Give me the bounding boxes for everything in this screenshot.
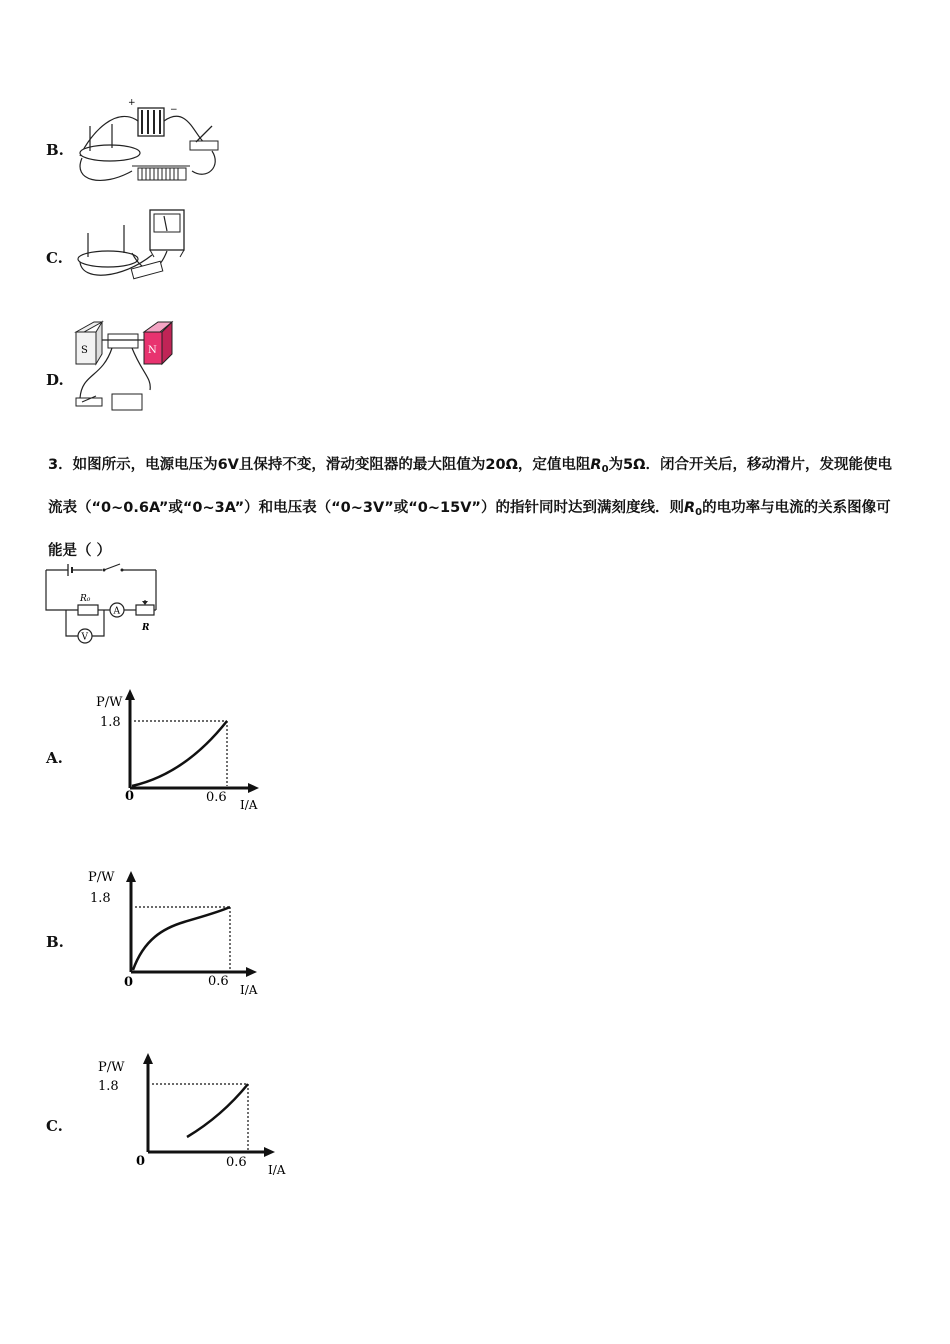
graph-b-origin: 0 [124, 975, 134, 990]
question-number: 3． [48, 457, 73, 473]
r0-label: R₀ [80, 594, 91, 604]
graph-a-origin: 0 [125, 789, 135, 804]
option-label-b-prev: B. [46, 141, 64, 159]
circuit-diagram [40, 558, 165, 650]
graph-a-y-axis-label: P/W [96, 695, 123, 710]
graph-b-x-tick: 0.6 [208, 974, 229, 989]
graph-b-x-axis-label: I/A [240, 983, 258, 997]
graph-option-c [92, 1050, 296, 1180]
graph-b-y-tick: 1.8 [90, 891, 111, 906]
option-label-c-prev: C. [46, 249, 63, 267]
option-label-c: C. [46, 1117, 63, 1135]
rheostat-label: R [142, 623, 150, 633]
r0-symbol-2: R [683, 500, 696, 516]
option-label-b: B. [46, 933, 64, 951]
graph-option-b [84, 864, 270, 998]
graph-a-x-arrow [248, 783, 259, 793]
magnetic-field-experiment-figure [72, 318, 182, 416]
graph-b-y-arrow [126, 871, 136, 882]
north-pole-label: N [148, 345, 157, 356]
svg-text:−: − [170, 105, 178, 115]
option-label-a: A. [46, 749, 63, 767]
r0-subscript-2: 0 [695, 507, 703, 518]
graph-c-y-axis-label: P/W [98, 1060, 125, 1075]
south-pole-label: S [81, 345, 88, 356]
svg-text:+: + [128, 98, 136, 108]
ammeter-label: A [113, 606, 120, 617]
graph-c-y-arrow [143, 1053, 153, 1064]
electromagnet-experiment-figure [72, 96, 227, 191]
graph-a-y-tick: 1.8 [100, 715, 121, 730]
graph-a-x-axis-label: I/A [240, 798, 258, 812]
graph-c-curve [187, 1084, 248, 1137]
question-text-part2: 为5Ω．闭合开关后，移动滑片，发现能使电流表（“0~0.6A”或“0~3A”）和电压表（“0~3V”或“0~15V”）的指针同时达到满刻度线．则 [48, 457, 892, 516]
graph-c-y-tick: 1.8 [98, 1079, 119, 1094]
r0-subscript: 0 [601, 464, 609, 475]
question-text-part3: 的电功率与电流的关系图像可能是（ ） [48, 500, 891, 559]
graph-b-curve [133, 907, 230, 970]
graph-c-x-arrow [264, 1147, 275, 1157]
graph-option-a [90, 686, 270, 814]
graph-a-y-arrow [125, 689, 135, 700]
option-label-d-prev: D. [46, 371, 64, 389]
r0-symbol: R [590, 457, 602, 473]
graph-c-x-axis-label: I/A [268, 1163, 286, 1177]
graph-b-y-axis-label: P/W [88, 870, 115, 885]
question-text-part1: 如图所示，电源电压为6V且保持不变，滑动变阻器的最大阻值为20Ω，定值电阻 [72, 457, 591, 473]
graph-b-x-arrow [246, 967, 257, 977]
graph-a-curve [132, 721, 227, 786]
graph-a-x-tick: 0.6 [206, 790, 227, 805]
graph-c-origin: 0 [136, 1154, 146, 1169]
voltmeter-label: V [81, 632, 88, 643]
question-3-text [48, 446, 904, 570]
galvanometer-experiment-figure [72, 207, 192, 283]
graph-c-x-tick: 0.6 [226, 1155, 247, 1170]
